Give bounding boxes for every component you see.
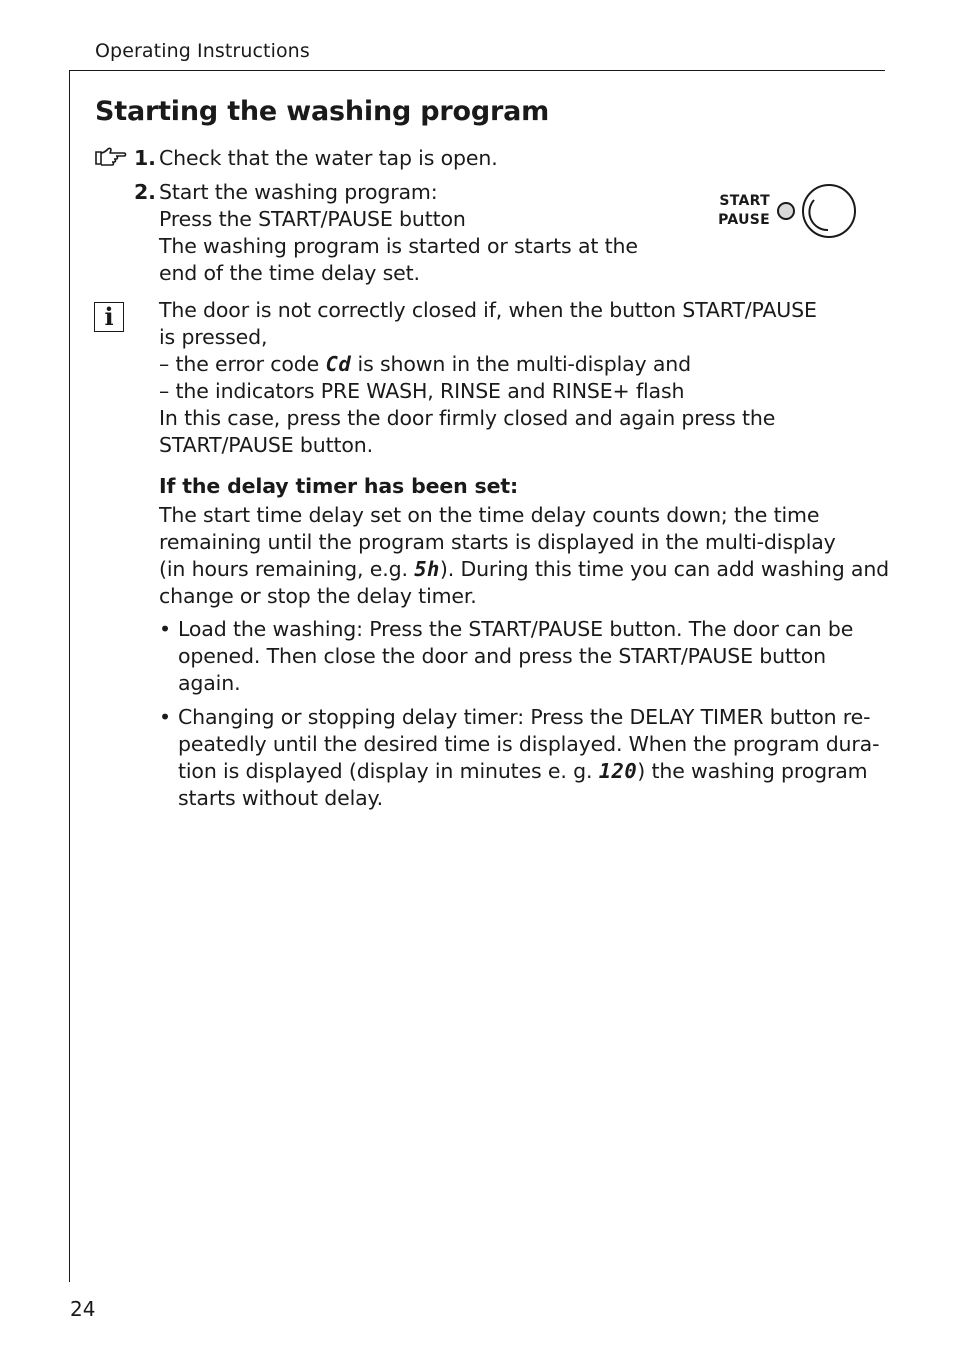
- start-pause-panel: [710, 182, 870, 242]
- display-code: Cd: [325, 352, 352, 376]
- bullet-text: opened. Then close the door and press the START/PAUSE button: [178, 644, 827, 668]
- pointing-hand-icon: [94, 146, 130, 168]
- note-text: – the indicators PRE WASH, RINSE and RINSE+ flash: [159, 379, 685, 403]
- step-text: end of the time delay set.: [159, 261, 420, 285]
- bullet-text: Load the washing: Press the START/PAUSE button. The door can be: [178, 617, 854, 641]
- bullet-text: Changing or stopping delay timer: Press the DELAY TIMER button re-: [178, 705, 871, 729]
- bullet-text: again.: [178, 671, 241, 695]
- step-number: 2.: [134, 180, 156, 204]
- body-text: remaining until the program starts is displayed in the multi-display: [159, 530, 836, 554]
- bullet-text: tion is displayed (display in minutes e. g. 120) the washing program: [178, 759, 868, 783]
- info-icon: i: [94, 302, 124, 332]
- display-code: 5h: [414, 557, 440, 581]
- note-text: is pressed,: [159, 325, 268, 349]
- note-text: START/PAUSE button.: [159, 433, 373, 457]
- running-header: Operating Instructions: [95, 40, 310, 62]
- page-number: 24: [70, 1297, 96, 1321]
- panel-label-start: START: [719, 193, 770, 209]
- note-text: – the error code Cd is shown in the multi-display and: [159, 352, 691, 376]
- body-text: change or stop the delay timer.: [159, 584, 477, 608]
- step-text: Press the START/PAUSE button: [159, 207, 466, 231]
- margin-rule: [69, 70, 70, 1282]
- step-text: Check that the water tap is open.: [159, 146, 498, 170]
- start-pause-button-icon: [776, 182, 862, 242]
- bullet-icon: •: [159, 617, 172, 641]
- note-text: In this case, press the door firmly closed and again press the: [159, 406, 776, 430]
- step-text: Start the washing program:: [159, 180, 438, 204]
- bullet-icon: •: [159, 705, 172, 729]
- bullet-text: peatedly until the desired time is displayed. When the program dura-: [178, 732, 880, 756]
- note-text: The door is not correctly closed if, when the button START/PAUSE: [159, 298, 817, 322]
- bullet-text: starts without delay.: [178, 786, 383, 810]
- step-text: The washing program is started or starts at the: [159, 234, 638, 258]
- body-text: The start time delay set on the time delay counts down; the time: [159, 503, 820, 527]
- panel-label-pause: PAUSE: [718, 212, 770, 228]
- display-code: 120: [598, 759, 638, 783]
- section-heading: If the delay timer has been set:: [159, 474, 519, 498]
- page-title: Starting the washing program: [95, 96, 550, 127]
- step-number: 1.: [134, 146, 156, 170]
- header-rule: [69, 70, 885, 71]
- body-text: (in hours remaining, e.g. 5h). During this time you can add washing and: [159, 557, 890, 581]
